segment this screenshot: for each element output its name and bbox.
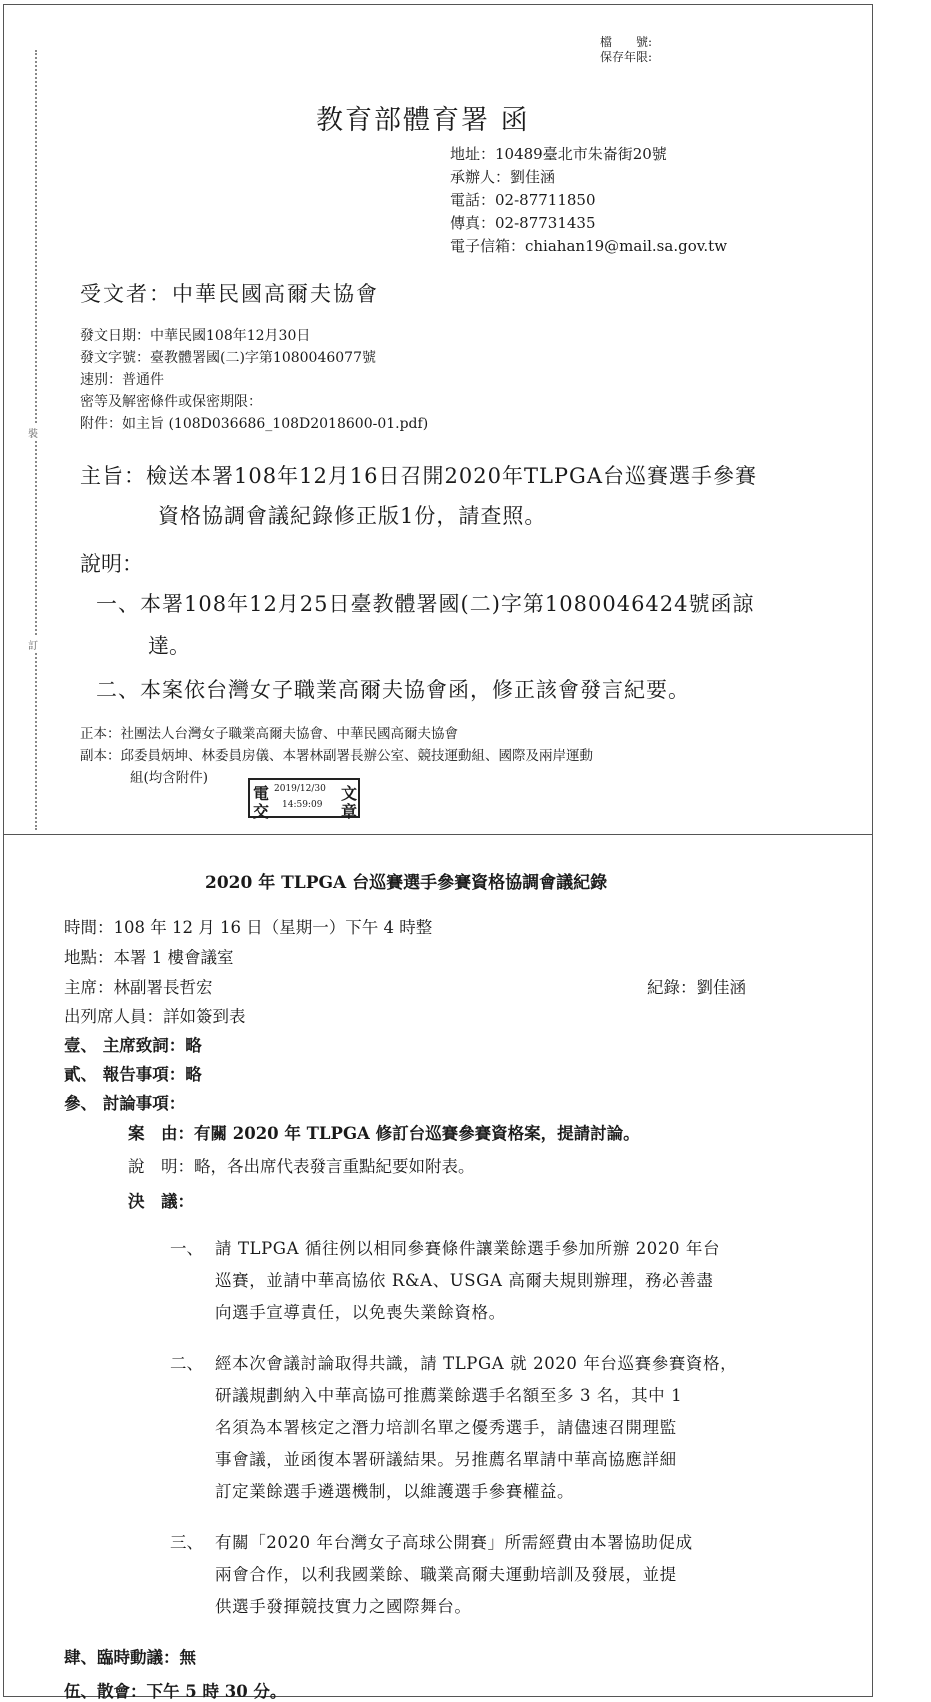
- recipient: 受文者：中華民國高爾夫協會: [80, 282, 379, 306]
- retention-period-label: 保存年限:: [600, 50, 653, 64]
- resolution-line: 兩會合作，以利我國業餘、職業高爾夫運動培訓及發展，並提: [215, 1565, 677, 1584]
- issue-date: 發文日期：中華民國108年12月30日: [80, 328, 311, 344]
- agenda-item-4: 肆、臨時動議：無: [64, 1648, 196, 1667]
- original-recipients: 正本：社團法人台灣女子職業高爾夫協會、中華民國高爾夫協會: [80, 726, 458, 742]
- meeting-time: 時間：108 年 12 月 16 日（星期一）下午 4 時整: [64, 918, 433, 937]
- stamp-char-br: 章: [341, 802, 358, 821]
- file-number-label: 檔 號:: [600, 35, 653, 49]
- minutes-title: 2020 年 TLPGA 台巡賽選手參賽資格協調會議紀錄: [205, 873, 608, 893]
- resolution-label: 決 議：: [128, 1192, 194, 1211]
- resolution-line: 經本次會議討論取得共識，請 TLPGA 就 2020 年台巡賽參賽資格，: [215, 1354, 738, 1373]
- sender-contact-person: 承辦人：劉佳涵: [450, 168, 556, 186]
- copy-recipients-line-1: 副本：邱委員炳坤、林委員房儀、本署林副署長辦公室、競技運動組、國際及兩岸運動: [80, 748, 593, 764]
- meeting-recorder: 紀錄：劉佳涵: [647, 978, 746, 997]
- issue-number: 發文字號：臺教體署國(二)字第1080046077號: [80, 350, 376, 366]
- sender-fax: 傳真：02-87731435: [450, 214, 596, 232]
- subject-line-1: 主旨：檢送本署108年12月16日召開2020年TLPGA台巡賽選手參賽: [80, 464, 757, 488]
- security-level: 密等及解密條件或保密期限：: [80, 394, 262, 410]
- meeting-attendees: 出列席人員：詳如簽到表: [64, 1007, 246, 1026]
- resolution-line: 供選手發揮競技實力之國際舞台。: [215, 1597, 472, 1616]
- sender-email: 電子信箱：chiahan19@mail.sa.gov.tw: [450, 237, 728, 255]
- sender-phone: 電話：02-87711850: [450, 191, 596, 209]
- sender-address: 地址：10489臺北市朱崙街20號: [450, 145, 667, 163]
- explanation-label: 說明：: [80, 552, 143, 576]
- resolution-number: 二、: [170, 1354, 203, 1373]
- stamp-date: 2019/12/30: [274, 784, 326, 794]
- meeting-location: 地點：本署 1 樓會議室: [64, 948, 234, 967]
- resolution-line: 巡賽，並請中華高協依 R&A、USGA 高爾夫規則辦理，務必善盡: [215, 1271, 714, 1290]
- binding-mark-1: 裝: [28, 425, 38, 440]
- stamp-char-tr: 文: [341, 784, 358, 803]
- resolution-line: 訂定業餘選手遴選機制，以維護選手參賽權益。: [215, 1482, 575, 1501]
- stamp-char-tl: 電: [253, 784, 270, 803]
- copy-recipients-line-2: 組(均含附件): [130, 770, 209, 786]
- stamp-time: 14:59:09: [282, 800, 323, 810]
- agenda-item-2: 貳、 報告事項：略: [64, 1065, 202, 1084]
- binding-mark-2: 訂: [28, 637, 38, 652]
- resolution-number: 三、: [170, 1533, 203, 1552]
- attachment: 附件：如主旨 (108D036686_108D2018600-01.pdf): [80, 416, 429, 432]
- case-subject: 案 由：有關 2020 年 TLPGA 修訂台巡賽參賽資格案，提請討論。: [128, 1124, 640, 1143]
- letter-title: 教育部體育署 函: [316, 105, 530, 136]
- stamp-char-bl: 交: [253, 802, 270, 821]
- priority: 速別：普通件: [80, 372, 164, 388]
- agenda-item-3: 參、 討論事項：: [64, 1094, 186, 1113]
- subject-line-2: 資格協調會議紀錄修正版1份，請查照。: [158, 504, 547, 528]
- resolution-number: 一、: [170, 1239, 203, 1258]
- case-explanation: 說 明：略，各出席代表發言重點紀要如附表。: [128, 1157, 475, 1176]
- resolution-line: 名須為本署核定之潛力培訓名單之優秀選手，請儘速召開理監: [215, 1418, 677, 1437]
- resolution-line: 向選手宣導責任，以免喪失業餘資格。: [215, 1303, 506, 1322]
- resolution-line: 有關「2020 年台灣女子高球公開賽」所需經費由本署協助促成: [215, 1533, 693, 1552]
- explanation-item-2: 二、本案依台灣女子職業高爾夫協會函，修正該會發言紀要。: [96, 678, 690, 702]
- resolution-line: 事會議，並函復本署研議結果。另推薦名單請中華高協應詳細: [215, 1450, 677, 1469]
- resolution-line: 請 TLPGA 循往例以相同參賽條件讓業餘選手參加所辦 2020 年台: [215, 1239, 721, 1258]
- binding-line: [35, 50, 37, 830]
- resolution-line: 研議規劃納入中華高協可推薦業餘選手名額至多 3 名，其中 1: [215, 1386, 683, 1405]
- meeting-chair: 主席：林副署長哲宏: [64, 978, 213, 997]
- explanation-item-1-line-2: 達。: [148, 634, 190, 658]
- agenda-item-1: 壹、 主席致詞：略: [64, 1036, 202, 1055]
- explanation-item-1-line-1: 一、本署108年12月25日臺教體署國(二)字第1080046424號函諒: [96, 592, 755, 616]
- electronic-exchange-stamp: [248, 778, 360, 821]
- agenda-item-5: 伍、散會：下午 5 時 30 分。: [64, 1682, 287, 1701]
